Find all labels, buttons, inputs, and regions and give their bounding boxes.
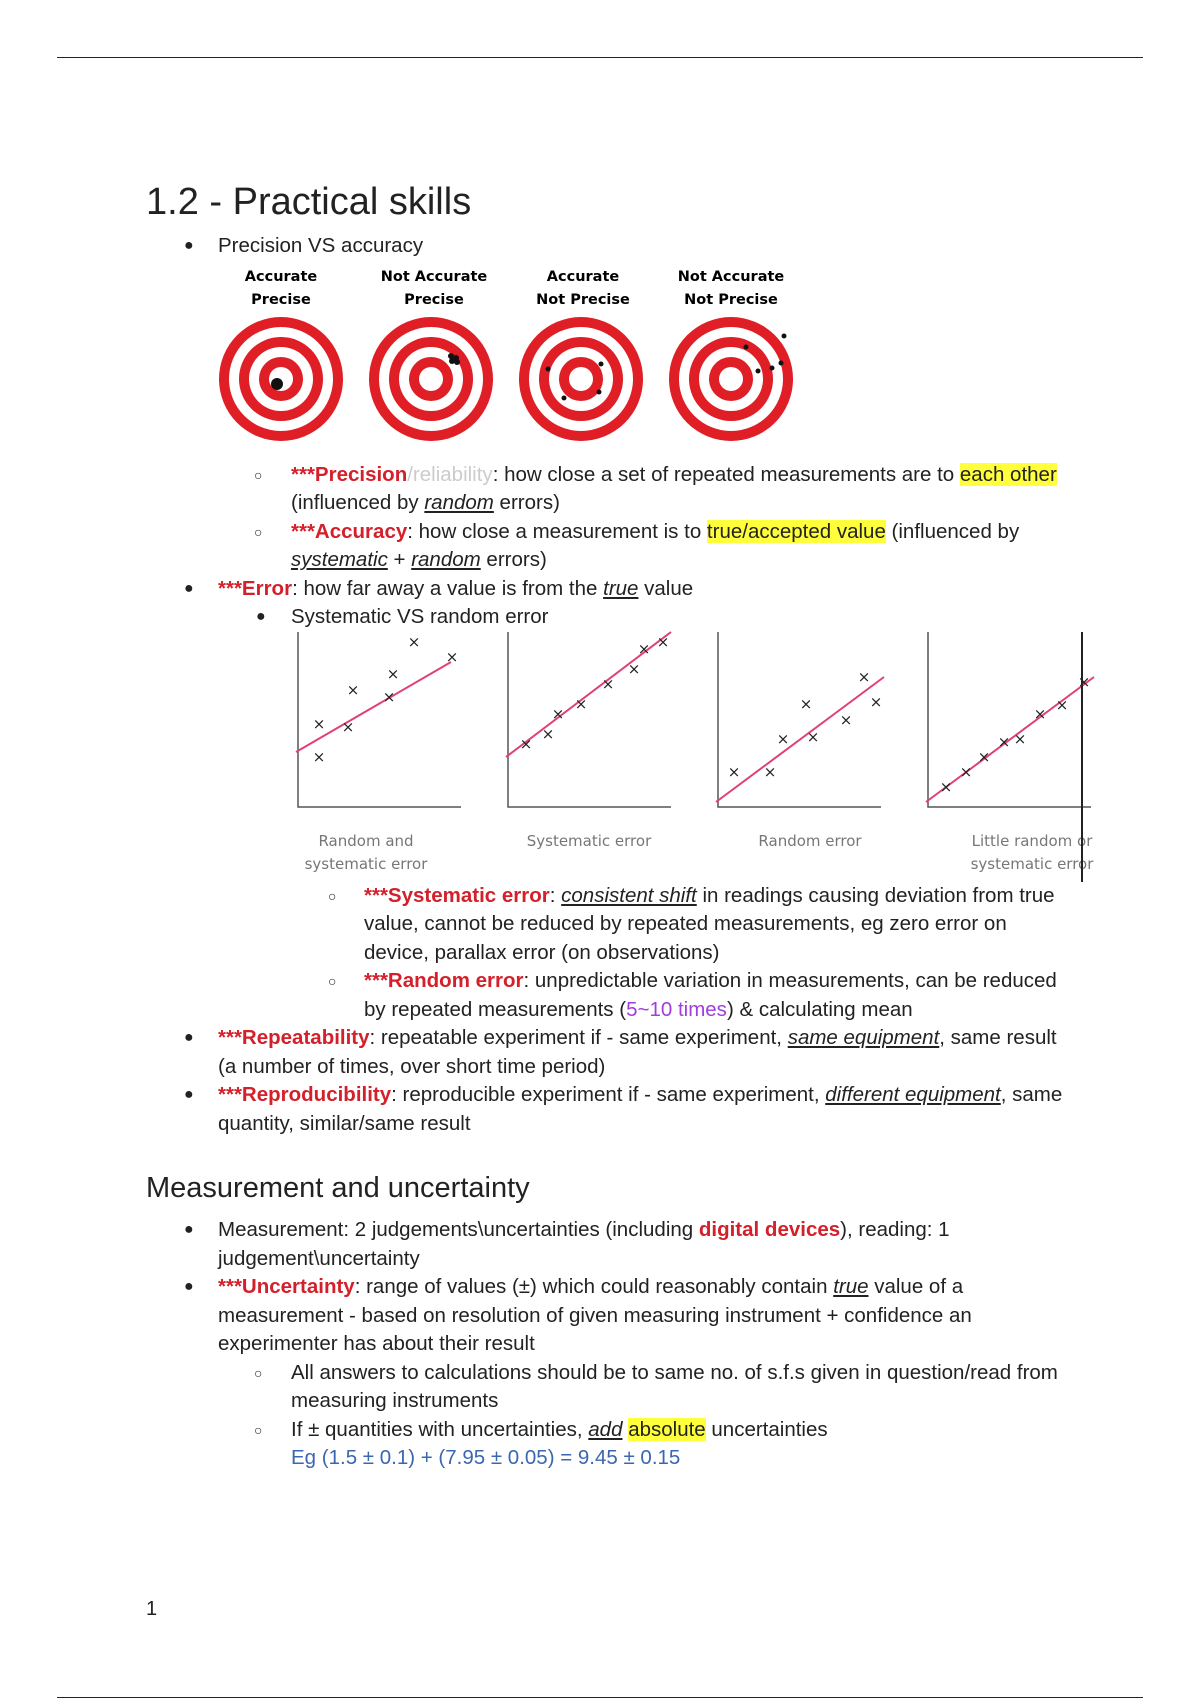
list-item-random-error: ○ ***Random error: unpredictable variation in measurements, can be reduced by repeated measurements (5~10 times) & calculating mean xyxy=(328,969,1057,1021)
error-graphs-svg xyxy=(296,632,1094,882)
target-center xyxy=(426,374,436,384)
data-point-cross: × xyxy=(627,659,641,678)
circle-bullet-icon: ○ xyxy=(328,887,337,904)
definitions-list xyxy=(146,461,1066,632)
data-point-cross: × xyxy=(959,762,973,781)
circle-bullet-icon: ○ xyxy=(328,973,337,989)
data-point-cross: × xyxy=(727,762,741,781)
circle-bullet-icon: ○ xyxy=(254,1421,263,1438)
main-list xyxy=(146,232,1066,261)
svg-text:Precise: Precise xyxy=(404,291,464,308)
dot xyxy=(599,361,604,366)
data-point-cross: × xyxy=(601,674,615,693)
data-point-cross: × xyxy=(541,724,555,743)
data-point-cross: × xyxy=(445,647,459,666)
bullet-icon: ● xyxy=(184,1278,194,1295)
svg-text:systematic error: systematic error xyxy=(304,854,428,873)
data-point-cross: × xyxy=(799,694,813,713)
bullet-icon: ● xyxy=(184,1086,194,1103)
dot xyxy=(562,395,567,400)
data-point-cross: × xyxy=(346,680,360,699)
data-point-cross: × xyxy=(997,732,1011,751)
target-label-4 xyxy=(678,269,785,308)
dot xyxy=(276,379,282,385)
svg-text:Not Precise: Not Precise xyxy=(684,291,778,308)
graphs xyxy=(296,632,1094,807)
graph-axis xyxy=(718,632,881,807)
list-item-error: ● ***Error: how far away a value is from the true value xyxy=(146,575,1066,604)
targets-svg xyxy=(216,261,785,461)
data-point-cross: × xyxy=(1077,672,1091,691)
svg-text:Accurate: Accurate xyxy=(546,268,620,285)
top-rule xyxy=(57,57,1143,58)
dot xyxy=(449,358,455,364)
list-item-systematic-error: ○ ***Systematic error: consistent shift in readings causing deviation from true value, cannot be reduced by repeated measurements, eg zero error on device, parallax error (on observations) xyxy=(328,883,1055,964)
data-point-cross: × xyxy=(763,762,777,781)
data-point-cross: × xyxy=(407,632,421,651)
list-item-add-uncertainties: ○ If ± quantities with uncertainties, add absolute uncertainties Eg (1.5 ± 0.1) + (7.95 ± 0.05) = 9.45 ± 0.15 xyxy=(254,1417,828,1469)
dot xyxy=(744,344,749,349)
page-number: 1 xyxy=(146,1598,158,1620)
target-center xyxy=(576,374,586,384)
target-label-1 xyxy=(245,269,318,308)
bullet-icon: ● xyxy=(184,1221,194,1238)
best-fit-line xyxy=(296,662,451,752)
data-point-cross: × xyxy=(869,692,883,711)
list-item-uncertainty: ● ***Uncertainty: range of values (±) which could reasonably contain true value of a measurement - based on resolution of given measuring instrument + confidence an experimenter has about their result xyxy=(184,1275,972,1355)
data-point-cross: × xyxy=(312,714,326,733)
list-item-precision-vs-accuracy: ● Precision VS accuracy xyxy=(146,232,1066,261)
circle-bullet-icon: ○ xyxy=(254,466,263,483)
data-point-cross: × xyxy=(776,729,790,748)
data-point-cross: × xyxy=(382,687,396,706)
data-point-cross: × xyxy=(839,710,853,729)
data-point-cross: × xyxy=(574,694,588,713)
list-item-systematic-vs-random: ● Systematic VS random error xyxy=(146,603,1066,632)
target-label-2 xyxy=(381,269,488,308)
target-rings xyxy=(219,317,793,441)
data-point-cross: × xyxy=(312,747,326,766)
graph-axis xyxy=(508,632,671,807)
data-point-cross: × xyxy=(1013,729,1027,748)
data-point-cross: × xyxy=(977,747,991,766)
svg-text:Random error: Random error xyxy=(758,831,862,850)
svg-text:Little random or: Little random or xyxy=(971,831,1093,850)
error-graphs-figure xyxy=(296,632,1094,882)
data-point-cross: × xyxy=(519,734,533,753)
data-point-cross: × xyxy=(341,717,355,736)
list-item-accuracy: ○ ***Accuracy: how close a measurement is to true/accepted value (influenced by systematic + random errors) xyxy=(254,519,1020,571)
svg-text:Random and: Random and xyxy=(318,831,414,850)
circle-bullet-icon: ○ xyxy=(254,523,263,540)
graph-captions xyxy=(305,832,1095,873)
list-item-reproducibility: ● ***Reproducibility: reproducible experiment if - same experiment, different equipment, same quantity, similar/same result xyxy=(184,1083,1063,1135)
svg-text:Systematic error: Systematic error xyxy=(526,831,652,850)
targets-figure xyxy=(216,261,785,461)
error-types-list xyxy=(146,882,1066,1139)
document-body xyxy=(146,180,1094,1473)
svg-text:Accurate: Accurate xyxy=(244,268,318,285)
list-item-precision: ○ ***Precision/reliability: how close a set of repeated measurements are to each other (influenced by random errors) xyxy=(254,462,1057,514)
dot xyxy=(454,359,460,365)
data-point-cross: × xyxy=(806,727,820,746)
bullet-icon: ● xyxy=(184,237,194,254)
data-point-cross: × xyxy=(637,639,651,658)
data-point-cross: × xyxy=(1055,695,1069,714)
data-point-cross: × xyxy=(939,777,953,796)
bottom-rule xyxy=(57,1697,1143,1698)
circle-bullet-icon: ○ xyxy=(254,1364,263,1381)
svg-text:Not Accurate: Not Accurate xyxy=(677,268,785,285)
measurement-heading: Measurement and uncertainty xyxy=(146,1172,530,1204)
dot xyxy=(779,360,784,365)
page-title: 1.2 - Practical skills xyxy=(146,181,472,223)
dot xyxy=(782,333,787,338)
bullet-icon: ● xyxy=(184,579,194,597)
data-point-cross: × xyxy=(1033,704,1047,723)
bullet-icon: ● xyxy=(256,608,266,625)
data-point-cross: × xyxy=(386,664,400,683)
dot xyxy=(770,365,775,370)
list-item-measurement: ● Measurement: 2 judgements\uncertainties (including digital devices), reading: 1 judgement\uncertainty xyxy=(184,1218,950,1270)
dot xyxy=(597,389,602,394)
svg-text:Not Accurate: Not Accurate xyxy=(380,268,488,285)
graph-axis xyxy=(928,632,1091,807)
dot xyxy=(756,368,761,373)
uncertainty-example: Eg (1.5 ± 0.1) + (7.95 ± 0.05) = 9.45 ± 0.15 xyxy=(291,1446,681,1469)
bullet-icon: ● xyxy=(184,1029,194,1046)
list-item-sig-figs: ○ All answers to calculations should be to same no. of s.f.s given in question/read from measuring instruments xyxy=(254,1360,1058,1412)
svg-text:Precise: Precise xyxy=(251,291,311,308)
target-center xyxy=(726,374,736,384)
svg-text:systematic error: systematic error xyxy=(970,854,1094,873)
target-label-3 xyxy=(536,269,630,308)
data-point-cross: × xyxy=(551,704,565,723)
data-point-cross: × xyxy=(857,667,871,686)
data-point-cross: × xyxy=(656,632,670,651)
list-item-repeatability: ● ***Repeatability: repeatable experiment if - same experiment, same equipment, same result (a number of times, over short time period) xyxy=(184,1026,1057,1078)
svg-text:Not Precise: Not Precise xyxy=(536,291,630,308)
dot xyxy=(546,366,551,371)
measurement-list xyxy=(146,1216,1066,1473)
